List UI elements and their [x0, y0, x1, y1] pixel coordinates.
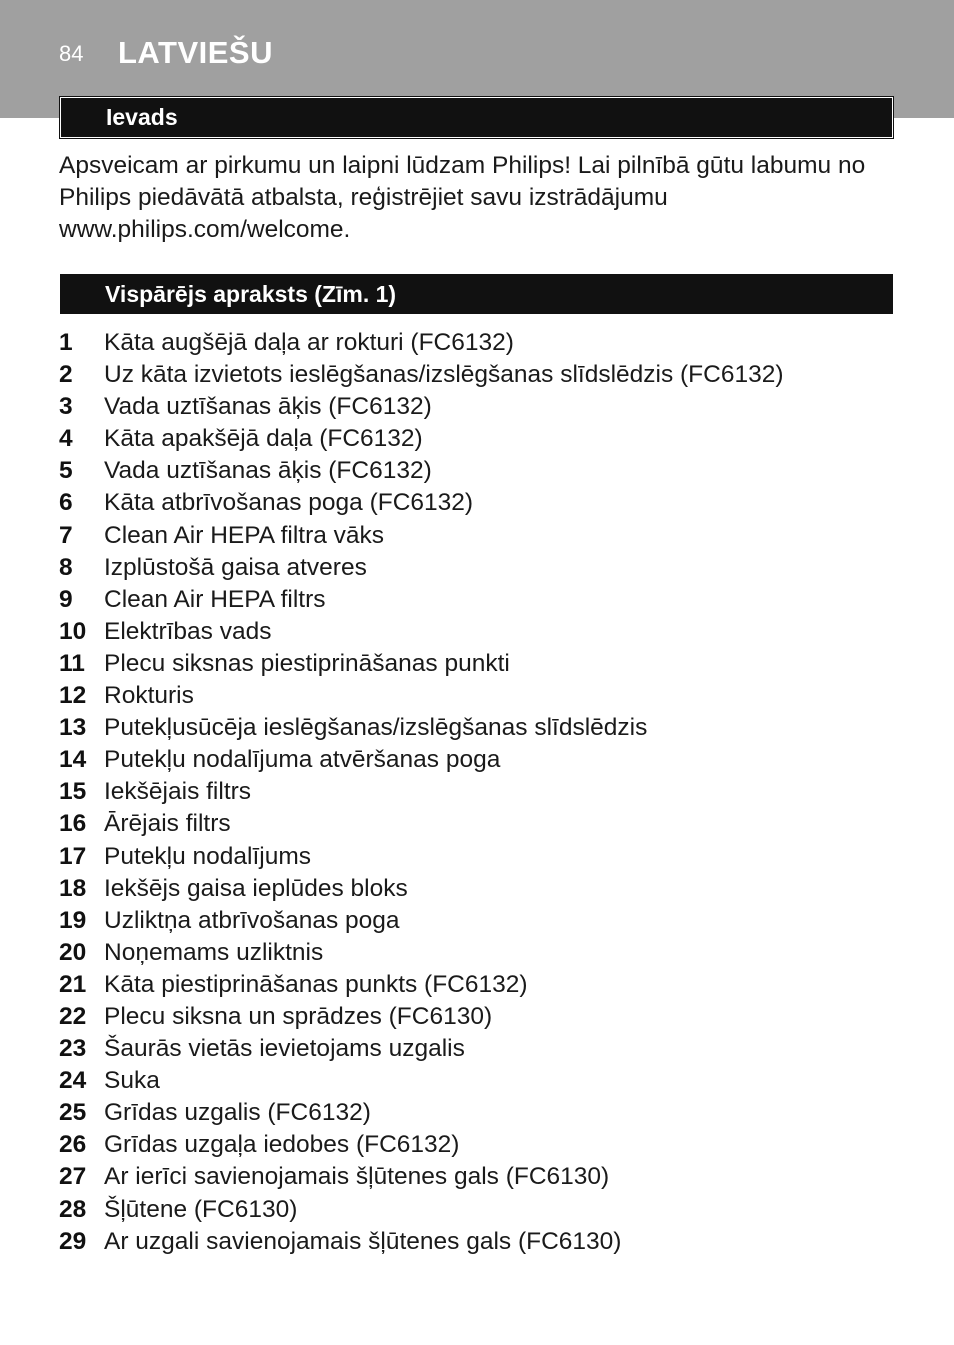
list-item-number: 27	[59, 1163, 87, 1191]
list-item-number: 28	[59, 1195, 87, 1223]
list-item-text: Putekļu nodalījuma atvēršanas poga	[104, 746, 501, 774]
list-item-text: Uzliktņa atbrīvošanas poga	[104, 906, 400, 934]
list-item-number: 10	[59, 617, 87, 645]
list-item	[59, 487, 784, 519]
list-item	[59, 520, 784, 552]
list-item-text: Vada uztīšanas āķis (FC6132)	[104, 393, 432, 421]
list-item-text: Clean Air HEPA filtrs	[104, 585, 326, 613]
list-item-number: 18	[59, 874, 87, 902]
list-item-text: Kāta augšējā daļa ar rokturi (FC6132)	[104, 329, 514, 356]
list-item	[59, 359, 784, 391]
list-item-text: Šļūtene (FC6130)	[104, 1195, 298, 1223]
list-item-number: 7	[59, 521, 73, 549]
list-item-text: Iekšējais filtrs	[104, 778, 252, 806]
list-item	[59, 841, 784, 873]
list-item-number: 1	[59, 329, 73, 356]
list-item	[59, 776, 784, 808]
list-item	[59, 712, 784, 744]
list-item-number: 20	[59, 938, 87, 966]
list-item	[59, 327, 784, 359]
section-heading-general-description	[60, 274, 893, 314]
list-item-text: Elektrības vads	[104, 617, 272, 645]
list-item	[59, 616, 784, 648]
list-item-number: 6	[59, 489, 73, 517]
list-item-number: 19	[59, 906, 87, 934]
list-item	[59, 455, 784, 487]
list-item-number: 13	[59, 714, 87, 742]
list-item-number: 16	[59, 810, 87, 838]
list-item	[59, 1129, 784, 1161]
list-item-text: Uz kāta izvietots ieslēgšanas/izslēgšanas slīdslēdzis (FC6132)	[104, 361, 784, 389]
list-item-text: Noņemams uzliktnis	[104, 938, 324, 966]
list-item-number: 25	[59, 1099, 87, 1127]
list-item-number: 9	[59, 585, 73, 613]
list-item-text: Izplūstošā gaisa atveres	[104, 553, 367, 581]
list-item-text: Ar ierīci savienojamais šļūtenes gals (FC6130)	[104, 1163, 610, 1191]
list-item	[59, 937, 784, 969]
page-number: 84	[59, 41, 84, 66]
list-item-number: 24	[59, 1067, 87, 1095]
section-heading-label: Vispārējs apraksts (Zīm. 1)	[105, 280, 397, 307]
list-item-text: Putekļu nodalījums	[104, 842, 312, 870]
parts-list	[59, 327, 784, 1258]
list-item-text: Grīdas uzgaļa iedobes (FC6132)	[104, 1131, 460, 1159]
list-item-text: Ārējais filtrs	[104, 810, 231, 838]
list-item	[59, 808, 784, 840]
list-item	[59, 1033, 784, 1065]
list-item	[59, 552, 784, 584]
list-item	[59, 423, 784, 455]
list-item	[59, 391, 784, 423]
list-item-number: 17	[59, 842, 87, 870]
section-heading-introduction	[60, 97, 893, 138]
list-item-number: 21	[59, 970, 87, 998]
list-item-text: Putekļusūcēja ieslēgšanas/izslēgšanas slīdslēdzis	[104, 714, 648, 742]
list-item-number: 4	[59, 425, 73, 453]
list-item	[59, 905, 784, 937]
list-item-text: Kāta apakšējā daļa (FC6132)	[104, 425, 423, 453]
list-item-number: 29	[59, 1227, 87, 1255]
list-item-text: Kāta piestiprināšanas punkts (FC6132)	[104, 970, 528, 998]
list-item-number: 2	[59, 361, 73, 389]
list-item-text: Plecu siksnas piestiprināšanas punkti	[104, 649, 510, 677]
list-item-text: Vada uztīšanas āķis (FC6132)	[104, 457, 432, 485]
list-item-number: 5	[59, 457, 73, 485]
language-title: LATVIEŠU	[118, 35, 273, 70]
list-item	[59, 873, 784, 905]
list-item-number: 11	[59, 649, 85, 677]
list-item-number: 26	[59, 1131, 87, 1159]
list-item-number: 3	[59, 393, 73, 421]
list-item	[59, 1097, 784, 1129]
list-item-text: Ar uzgali savienojamais šļūtenes gals (FC6130)	[104, 1227, 622, 1255]
list-item-number: 12	[59, 682, 87, 710]
list-item-number: 8	[59, 553, 73, 581]
list-item-text: Suka	[104, 1067, 160, 1095]
list-item	[59, 680, 784, 712]
list-item-text: Clean Air HEPA filtra vāks	[104, 521, 385, 549]
list-item	[59, 1001, 784, 1033]
introduction-paragraph: Apsveicam ar pirkumu un laipni lūdzam Philips! Lai pilnībā gūtu labumu no Philips piedāvātā atbalsta, reģistrējiet savu izstrādājumu www.philips.com/welcome.	[59, 152, 866, 243]
list-item-text: Iekšējs gaisa ieplūdes bloks	[104, 874, 408, 902]
list-item-number: 23	[59, 1035, 87, 1063]
list-item-text: Šaurās vietās ievietojams uzgalis	[104, 1035, 465, 1063]
list-item	[59, 1194, 784, 1226]
list-item-number: 14	[59, 746, 87, 774]
list-item-text: Rokturis	[104, 682, 194, 710]
list-item	[59, 1065, 784, 1097]
list-item	[59, 969, 784, 1001]
list-item-number: 15	[59, 778, 87, 806]
list-item-text: Grīdas uzgalis (FC6132)	[104, 1099, 371, 1127]
list-item	[59, 648, 784, 680]
list-item-text: Kāta atbrīvošanas poga (FC6132)	[104, 489, 474, 517]
list-item	[59, 744, 784, 776]
list-item	[59, 1226, 784, 1258]
list-item-number: 22	[59, 1002, 87, 1030]
list-item-text: Plecu siksna un sprādzes (FC6130)	[104, 1002, 493, 1030]
list-item	[59, 584, 784, 616]
list-item	[59, 1161, 784, 1193]
section-heading-label: Ievads	[106, 104, 178, 130]
